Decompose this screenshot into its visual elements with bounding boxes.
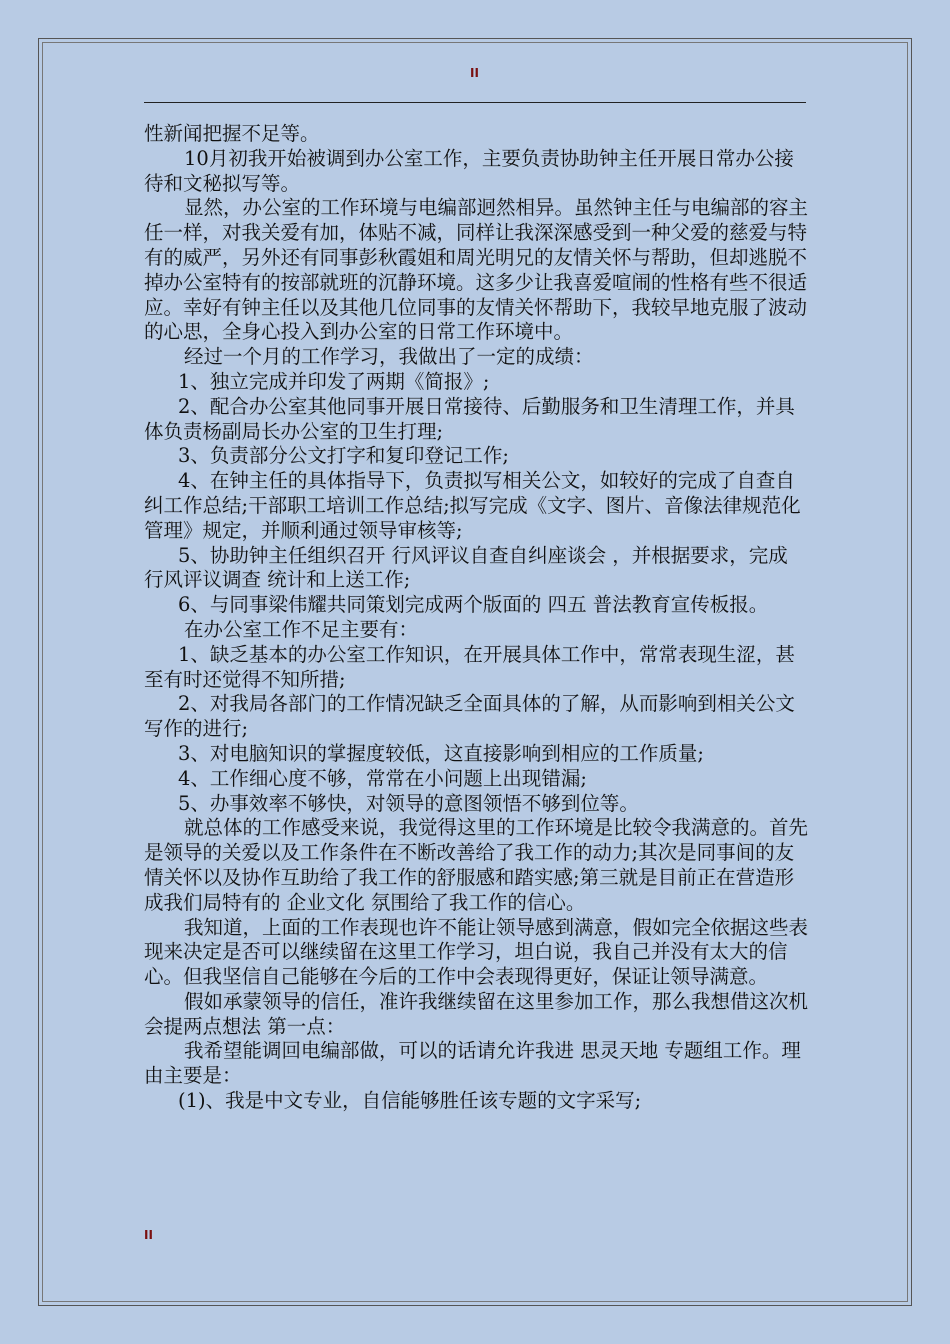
list-item: 3、负责部分公文打字和复印登记工作; <box>178 444 509 468</box>
footer-mark: II <box>144 1228 153 1242</box>
list-item: 5、办事效率不够快，对领导的意图领悟不够到位等。 <box>178 791 639 815</box>
paragraph: 假如承蒙领导的信任，准许我继续留在这里参加工作，那么我想借这次机会提两点想法 第一点： <box>144 989 809 1038</box>
list-item: 1、独立完成并印发了两期《简报》; <box>178 369 490 393</box>
list-item: 4、工作细心度不够，常常在小问题上出现错漏; <box>178 766 587 790</box>
paragraph: 显然，办公室的工作环境与电编部迥然相异。虽然钟主任与电编部的容主任一样，对我关爱有加，体贴不减，同样让我深深感受到一种父爱的慈爱与特有的威严，另外还有同事彭秋霞姐和周光明兄的友情关怀与帮助，但却逃脱不掉办公室特有的按部就班的沉静环境。这多少让我喜爱喧闹的性格有些不很适应。幸好有钟主任以及其他几位同事的友情关怀帮助下，我较早地克服了波动的心思，全身心投入到办公室的日常工作环境中。 <box>144 196 809 344</box>
paragraph: 在办公室工作不足主要有： <box>184 617 419 641</box>
paragraph: 就总体的工作感受来说，我觉得这里的工作环境是比较令我满意的。首先是领导的关爱以及工作条件在不断改善给了我工作的动力;其次是同事间的友情关怀以及协作互助给了我工作的舒服感和踏实感;第三就是目前正在营造形成我们局特有的 企业文化 氛围给了我工作的信心。 <box>144 816 809 914</box>
paragraph: 10月初我开始被调到办公室工作，主要负责协助钟主任开展日常办公接待和文秘拟写等。 <box>144 146 794 195</box>
list-item: 5、协助钟主任组织召开 行风评议自查自纠座谈会 ，并根据要求，完成 行风评议调查 统计和上送工作; <box>144 543 788 592</box>
header-mark: II <box>470 66 479 80</box>
header-rule <box>144 102 806 103</box>
list-item: 2、对我局各部门的工作情况缺乏全面具体的了解，从而影响到相关公文写作的进行; <box>144 692 795 741</box>
list-item: 4、在钟主任的具体指导下，负责拟写相关公文，如较好的完成了自查自纠工作总结;干部职工培训工作总结;拟写完成《文字、图片、音像法律规范化管理》规定，并顺利通过领导审核等; <box>144 469 801 542</box>
list-item: 3、对电脑知识的掌握度较低，这直接影响到相应的工作质量; <box>178 741 704 765</box>
paragraph: 性新闻把握不足等。 <box>144 122 320 145</box>
list-item: 1、缺乏基本的办公室工作知识，在开展具体工作中，常常表现生涩，甚至有时还觉得不知所措; <box>144 642 795 691</box>
paragraph: 经过一个月的工作学习，我做出了一定的成绩： <box>184 345 594 369</box>
list-item: (1)、我是中文专业，自信能够胜任该专题的文字采写; <box>178 1089 642 1113</box>
list-item: 2、配合办公室其他同事开展日常接待、后勤服务和卫生清理工作，并具体负责杨副局长办公室的卫生打理; <box>144 394 795 443</box>
document-body <box>144 122 812 1114</box>
paragraph: 我希望能调回电编部做，可以的话请允许我进 思灵天地 专题组工作。理由主要是： <box>144 1039 801 1088</box>
paragraph: 我知道，上面的工作表现也许不能让领导感到满意，假如完全依据这些表现来决定是否可以继续留在这里工作学习，坦白说，我自己并没有太大的信心。但我坚信自己能够在今后的工作中会表现得更好，保证让领导满意。 <box>144 915 809 989</box>
list-item: 6、与同事梁伟耀共同策划完成两个版面的 四五 普法教育宣传板报。 <box>178 593 769 617</box>
